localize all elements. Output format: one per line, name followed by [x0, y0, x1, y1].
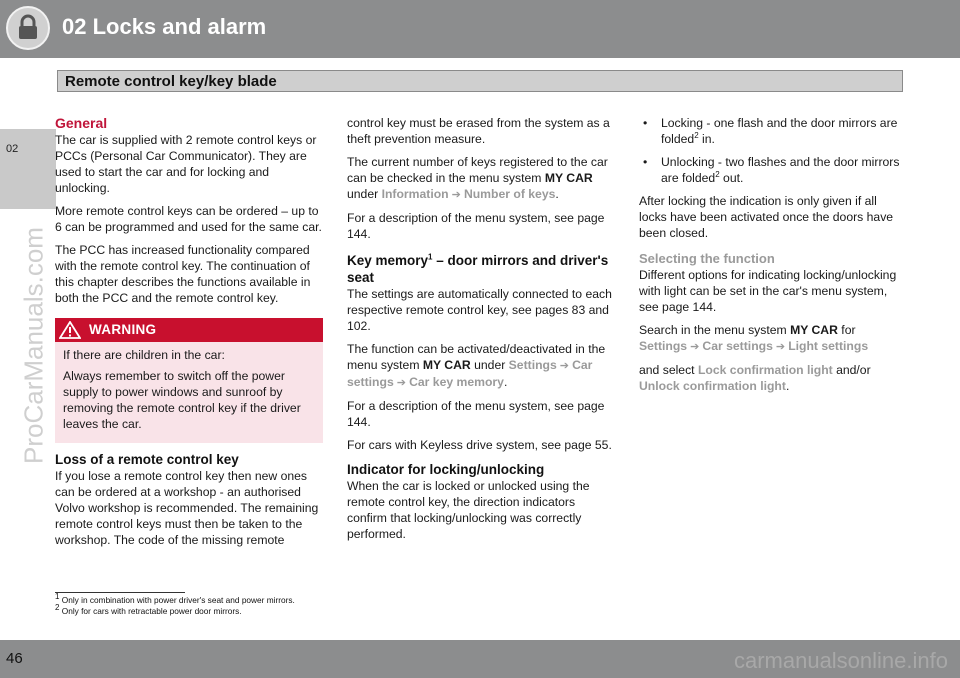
arrow-right-icon: ➔	[772, 341, 789, 353]
warning-box	[55, 318, 323, 443]
chapter-title: 02 Locks and alarm	[62, 14, 267, 39]
arrow-right-icon: ➔	[393, 377, 410, 389]
column-3	[639, 115, 907, 401]
footnote-1: $^1$ Only in combination with power driver's seat and power mirrors.	[55, 592, 295, 605]
menu-car-settings: Car settings	[702, 339, 773, 353]
footer-watermark: carmanualsonline.info	[733, 648, 948, 673]
list-item: • Locking - one flash and the door mirrors are folded$^2$ in.	[643, 116, 898, 146]
warning-title: WARNING	[89, 322, 157, 337]
paragraph: More remote control keys can be ordered – up to 6 can be programmed and used for the same car.	[55, 204, 322, 234]
paragraph: For a description of the menu system, see page 144.	[347, 399, 605, 429]
paragraph-search: Search in the menu system MY CAR for Settings ➔ Car settings ➔ Light settings	[639, 323, 869, 353]
page-footer	[0, 640, 960, 678]
page-number: 46	[6, 650, 23, 667]
menu-my-car: MY CAR	[422, 358, 471, 372]
menu-car-key-memory: Car key memory	[409, 375, 504, 389]
menu-unlock-confirmation-light: Unlock confirmation light	[639, 379, 786, 393]
menu-my-car: MY CAR	[544, 171, 593, 185]
heading-key-memory: Key memory$^1$ – door mirrors and driver's seat	[347, 252, 609, 285]
warning-line: Always remember to switch off the power supply to power windows and sunroof by removing the remote control key if the driver leaves the car.	[63, 369, 301, 431]
paragraph-select: and select Lock confirmation light and/or Unlock confirmation light.	[639, 363, 871, 393]
menu-settings: Settings	[639, 339, 688, 353]
warning-triangle-icon	[59, 321, 81, 339]
warning-header	[55, 318, 323, 342]
heading-general: General	[55, 115, 108, 131]
chapter-tab-label: 02	[6, 143, 19, 155]
paragraph: For a description of the menu system, see page 144.	[347, 211, 605, 241]
paragraph-key-count: The current number of keys registered to the car can be checked in the menu system MY CAR under Information ➔ Number of keys.	[347, 155, 608, 201]
footnote-2: $^2$ Only for cars with retractable power door mirrors.	[55, 603, 242, 616]
column-1	[55, 115, 323, 555]
heading-indicator: Indicator for locking/unlocking	[347, 462, 545, 477]
paragraph: When the car is locked or unlocked using the remote control key, the direction indicators confirm that locking/unlocking was correctly performed.	[347, 479, 590, 541]
footnote-ref: 1	[428, 252, 433, 262]
paragraph: The settings are automatically connected to each respective remote control key, see pages 83 and 102.	[347, 287, 612, 333]
menu-information: Information	[381, 187, 449, 201]
menu-lock-confirmation-light: Lock confirmation light	[697, 363, 833, 377]
warning-line: If there are children in the car:	[63, 348, 225, 362]
arrow-right-icon: ➔	[556, 360, 573, 372]
menu-my-car: MY CAR	[790, 323, 838, 337]
list-item: • Unlocking - two flashes and the door mirrors are folded$^2$ out.	[643, 155, 900, 185]
paragraph: The car is supplied with 2 remote control keys or PCCs (Personal Car Communicator). They are used to start the car and for locking and unlocking.	[55, 133, 317, 195]
arrow-right-icon: ➔	[687, 341, 703, 353]
menu-settings: Settings	[508, 358, 557, 372]
menu-light-settings: Light settings	[788, 339, 869, 353]
menu-number-of-keys: Number of keys	[463, 187, 556, 201]
menu-car-settings: Car settings	[347, 358, 593, 389]
arrow-right-icon: ➔	[448, 189, 464, 201]
paragraph: Different options for indicating locking/unlocking with light can be set in the car's menu system, see page 144.	[639, 268, 897, 314]
section-header	[57, 70, 903, 92]
heading-loss: Loss of a remote control key	[55, 452, 239, 467]
paragraph: control key must be erased from the system as a theft prevention measure.	[347, 116, 610, 146]
paragraph: The PCC has increased functionality compared with the remote control key. The continuation of this chapter describes the functions available in both the PCC and the remote control key.	[55, 243, 311, 305]
paragraph: For cars with Keyless drive system, see page 55.	[347, 438, 612, 452]
column-2	[347, 115, 615, 549]
paragraph-activate: The function can be activated/deactivated in the menu system MY CAR under Settings ➔ Car settings ➔ Car key memory.	[347, 342, 606, 389]
section-title: Remote control key/key blade	[65, 73, 277, 90]
heading-selecting: Selecting the function	[639, 251, 775, 266]
paragraph: After locking the indication is only given if all locks have been activated once the doors have been closed.	[639, 194, 894, 240]
footnote-divider	[55, 592, 185, 593]
paragraph: If you lose a remote control key then new ones can be ordered at a workshop - an authorised Volvo workshop is recommended. The remaining remote control keys must then be taken to the workshop. The code of the missing remote	[55, 469, 319, 547]
side-watermark: ProCarManuals.com	[18, 227, 49, 464]
lock-icon	[6, 6, 50, 50]
chapter-header	[0, 0, 960, 58]
